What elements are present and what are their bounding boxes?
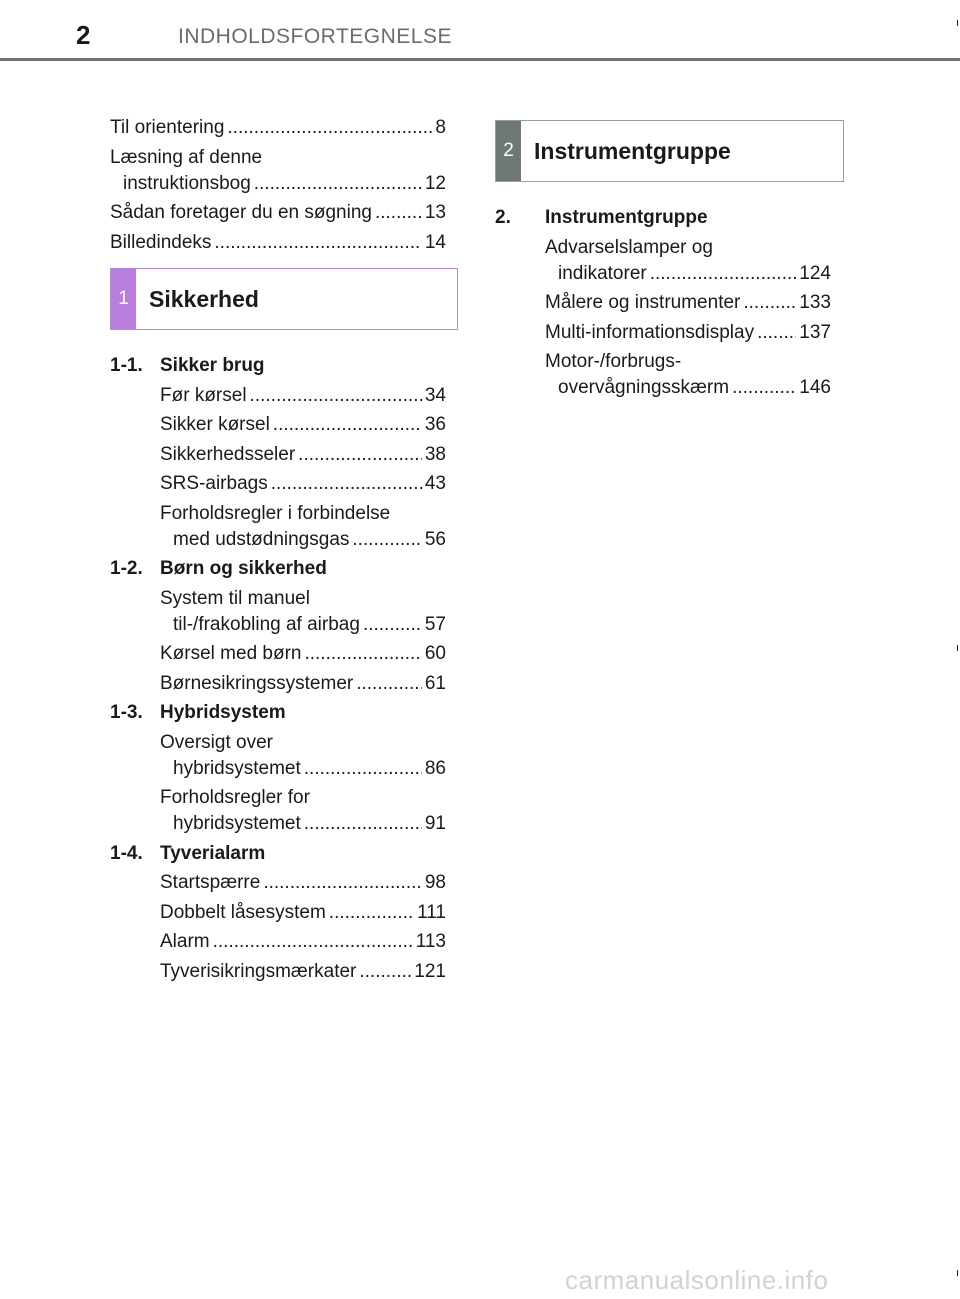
toc-entry-title: Læsning af denne: [110, 146, 263, 168]
toc-entry[interactable]: [110, 200, 446, 226]
subsection-heading: [495, 205, 831, 231]
toc-page-number: 13: [424, 202, 446, 223]
subsection-entries: [545, 235, 831, 402]
leader-dots: [304, 641, 421, 667]
toc-entry-title: Multi-informationsdisplay: [545, 321, 755, 343]
subsection-number: 1-1.: [110, 355, 143, 376]
toc-page-number: 124: [799, 262, 831, 284]
subsection-heading[interactable]: [110, 841, 446, 867]
subsection-entries: [160, 383, 446, 553]
right-subsection: [495, 205, 831, 405]
subsection: [110, 556, 446, 697]
toc-entry[interactable]: [110, 230, 446, 256]
leader-dots: [250, 383, 422, 409]
toc-entry-title: Advarselslamper og: [545, 236, 713, 258]
toc-page-number: 113: [415, 931, 446, 952]
crop-mark: [957, 20, 958, 26]
subsection-entries: [160, 870, 446, 985]
toc-entry-title: Dobbelt låsesystem: [160, 901, 326, 923]
toc-entry-title: Sådan foretager du en søgning: [110, 202, 372, 223]
toc-entry[interactable]: [545, 320, 831, 346]
toc-page-number: 14: [424, 231, 446, 253]
toc-page-number: 146: [799, 377, 831, 398]
toc-entry[interactable]: [160, 730, 446, 782]
toc-entry[interactable]: [545, 290, 831, 316]
toc-entry-title: hybridsystemet: [173, 757, 301, 779]
toc-entry-title: Oversigt over: [160, 731, 273, 753]
toc-entry-title: Målere og instrumenter: [545, 292, 741, 313]
section-1-tab: 1: [111, 269, 136, 329]
toc-entry-title: Kørsel med børn: [160, 643, 302, 664]
toc-entry-title: Tyverisikringsmærkater: [160, 960, 357, 982]
toc-page-number: 133: [799, 292, 831, 313]
toc-page-number: 34: [424, 384, 446, 406]
subsection-entries: [160, 586, 446, 697]
subsection-number: 2.: [495, 207, 511, 228]
header-rule: [0, 58, 960, 61]
toc-entry[interactable]: [160, 929, 446, 955]
toc-entry-title: Motor-/forbrugs-: [545, 351, 682, 372]
leader-dots: [375, 200, 422, 226]
leader-dots: [359, 959, 411, 985]
leader-dots: [227, 115, 432, 141]
toc-page-number: 56: [424, 528, 446, 550]
toc-entry-title: Til orientering: [110, 117, 225, 138]
intro-entries: [110, 115, 446, 259]
subsection-number: 1-2.: [110, 558, 143, 579]
toc-entry-title: med udstødningsgas: [173, 528, 350, 550]
toc-entry-title: hybridsystemet: [173, 813, 301, 834]
subsection-number: 1-4.: [110, 842, 143, 864]
subsection-heading[interactable]: [110, 700, 446, 726]
toc-entry-title: Alarm: [160, 931, 210, 952]
toc-entry[interactable]: [545, 349, 831, 401]
subsection-title: Børn og sikkerhed: [160, 558, 327, 579]
subsection-title: Hybridsystem: [160, 702, 286, 723]
toc-page-number: 8: [435, 117, 446, 138]
toc-entry[interactable]: [160, 671, 446, 697]
toc-entry-title: Startspærre: [160, 872, 261, 893]
leader-dots: [352, 527, 421, 553]
toc-entry-title: Forholdsregler for: [160, 787, 310, 808]
leader-dots: [329, 900, 414, 926]
toc-page-number: 86: [424, 757, 446, 779]
section-2-tab: 2: [496, 121, 521, 181]
toc-entry[interactable]: [160, 501, 446, 553]
toc-entry-title: Sikker kørsel: [160, 414, 270, 435]
toc-entry-title: Billedindeks: [110, 231, 212, 253]
toc-page-number: 137: [799, 321, 831, 343]
leader-dots: [304, 756, 422, 782]
leader-dots: [304, 811, 422, 837]
leader-dots: [757, 320, 796, 346]
toc-page-number: 98: [424, 872, 446, 893]
section-2-title: Instrumentgruppe: [534, 137, 731, 164]
subsection: [110, 700, 446, 837]
subsection-heading[interactable]: [110, 556, 446, 582]
subsection-heading[interactable]: [110, 353, 446, 379]
toc-entry[interactable]: [160, 586, 446, 638]
toc-entry[interactable]: [160, 412, 446, 438]
subsection: [110, 353, 446, 553]
subsection-title: Tyverialarm: [160, 842, 266, 864]
leader-dots: [356, 671, 422, 697]
toc-entry-title: instruktionsbog: [123, 172, 251, 194]
section-1-heading: [110, 268, 458, 330]
crop-mark: [957, 645, 958, 651]
toc-entry-title: Forholdsregler i forbindelse: [160, 502, 391, 524]
toc-page-number: 61: [424, 672, 446, 694]
toc-page-number: 36: [424, 414, 446, 435]
leader-dots: [363, 612, 422, 638]
subsection-entries: [160, 730, 446, 838]
toc-page-number: 12: [424, 172, 446, 194]
toc-page-number: 60: [424, 643, 446, 664]
watermark: carmanualsonline.info: [565, 1265, 829, 1295]
toc-entry[interactable]: [160, 959, 446, 985]
leader-dots: [263, 870, 422, 896]
subsection: [110, 841, 446, 985]
header-title: INDHOLDSFORTEGNELSE: [178, 25, 452, 48]
subsection-number: 1-3.: [110, 702, 143, 723]
toc-page-number: 43: [424, 473, 446, 494]
toc-entry[interactable]: [545, 235, 831, 287]
toc-entry-title: overvågningsskærm: [558, 377, 730, 398]
toc-entry[interactable]: [110, 145, 446, 197]
toc-entry-title: til-/frakobling af airbag: [173, 613, 360, 635]
toc-entry[interactable]: [160, 442, 446, 468]
toc-entry-title: Før kørsel: [160, 384, 247, 406]
toc-entry[interactable]: [160, 383, 446, 409]
page-number: 2: [76, 20, 91, 50]
toc-entry[interactable]: [160, 900, 446, 926]
leader-dots: [650, 261, 797, 287]
section-2-heading: [495, 120, 844, 182]
toc-page-number: 91: [424, 813, 446, 834]
subsection-title: Instrumentgruppe: [545, 207, 708, 228]
leader-dots: [213, 929, 413, 955]
toc-entry[interactable]: [110, 115, 446, 141]
section-1-title: Sikkerhed: [149, 285, 259, 312]
toc-entry[interactable]: [160, 870, 446, 896]
toc-entry[interactable]: [160, 641, 446, 667]
toc-page-number: 57: [424, 613, 446, 635]
toc-entry[interactable]: [160, 471, 446, 497]
crop-mark: [957, 1270, 958, 1276]
left-subsections: [110, 353, 446, 988]
toc-entry[interactable]: [160, 785, 446, 837]
toc-entry-title: SRS-airbags: [160, 473, 268, 494]
toc-entry-title: indikatorer: [558, 262, 647, 284]
toc-page-number: 121: [414, 960, 446, 982]
toc-entry-title: Sikkerhedsseler: [160, 443, 296, 465]
page-header: [0, 0, 960, 62]
leader-dots: [273, 412, 422, 438]
toc-entry-title: System til manuel: [160, 587, 310, 609]
toc-entry-title: Børnesikringssystemer: [160, 672, 354, 694]
leader-dots: [271, 471, 422, 497]
leader-dots: [732, 375, 796, 401]
leader-dots: [298, 442, 422, 468]
leader-dots: [214, 230, 421, 256]
toc-page-number: 38: [424, 443, 446, 465]
leader-dots: [743, 290, 796, 316]
subsection-title: Sikker brug: [160, 355, 265, 376]
toc-page-number: 111: [417, 901, 446, 923]
leader-dots: [254, 171, 422, 197]
